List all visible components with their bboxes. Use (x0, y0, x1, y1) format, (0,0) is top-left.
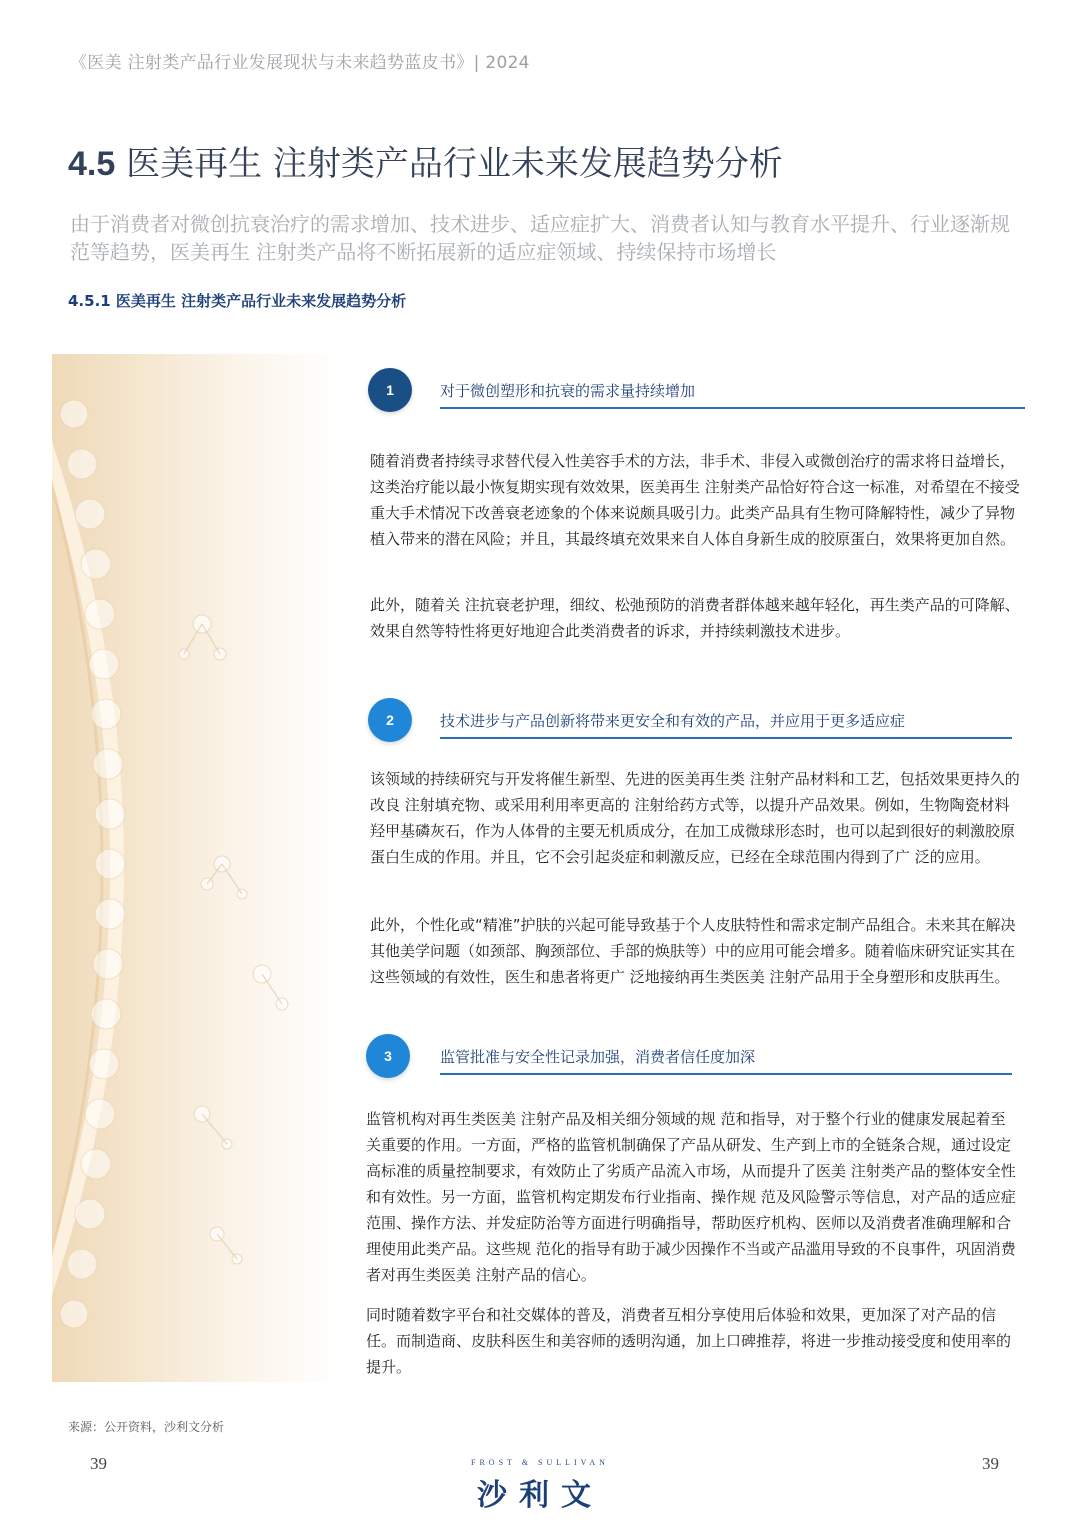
brand-logo-english: FROST & SULLIVAN (471, 1458, 609, 1467)
trend-1-badge: 1 (368, 368, 412, 412)
page-number-left: 39 (90, 1454, 107, 1473)
decorative-side-image (52, 354, 342, 1382)
trend-2-paragraph-1: 该领域的持续研究与开发将催生新型、先进的医美再生类 注射产品材料和工艺，包括效果更持久的改良 注射填充物、或采用利用率更高的 注射给药方式等，以提升产品效果。例如，生物陶瓷材料羟甲基磷灰石，作为人体骨的主要无机质成分，在加工成微球形态时，也可以起到很好的刺激胶原蛋白生成的作用。并且，它不会引起炎症和刺激反应，已经在全球范围内得到了广 泛的应用。 (370, 770, 1020, 866)
bubbles-illustration (52, 354, 342, 1382)
section-lead: 由于消费者对微创抗衰治疗的需求增加、技术进步、适应症扩大、消费者认知与教育水平提升、行业逐渐规 范等趋势，医美再生 注射类产品将不断拓展新的适应症领域、持续保持市场增长 (70, 212, 1010, 264)
trend-2-badge: 2 (368, 698, 412, 742)
section-title (68, 136, 783, 185)
trend-3-paragraph-2: 同时随着数字平台和社交媒体的普及，消费者互相分享使用后体验和效果，更加深了对产品的信任。而制造商、皮肤科医生和美容师的透明沟通，加上口碑推荐，将进一步推动接受度和使用率的提升。 (366, 1306, 1012, 1376)
trend-2-paragraph-2: 此外，个性化或“精准”护肤的兴起可能导致基于个人皮肤特性和需求定制产品组合。未来其在解决其他美学问题（如颈部、胸颈部位、手部的焕肤等）中的应用可能会增多。随着临床研究证实其在这些领域的有效性，医生和患者将更广 泛地接纳再生类医美 注射产品用于全身塑形和皮肤再生。 (370, 916, 1016, 986)
trend-1-paragraph-1: 随着消费者持续寻求替代侵入性美容手术的方法，非手术、非侵入或微创治疗的需求将日益增长，这类治疗能以最小恢复期实现有效效果，医美再生 注射类产品恰好符合这一标准，对希望在不接受重大手术情况下改善衰老迹象的个体来说颇具吸引力。此类产品具有生物可降解特性，减少了异物植入带来的潜在风险；并且，其最终填充效果来自人体自身新生成的胶原蛋白，效果将更加自然。 (370, 452, 1020, 548)
running-header: 《医美 注射类产品行业发展现状与未来趋势蓝皮书》| 2024 (70, 53, 530, 73)
source-note: 来源：公开资料，沙利文分析 (68, 1420, 225, 1434)
section-title-text: 医美再生 注射类产品行业未来发展趋势分析 (126, 144, 783, 184)
trend-1-title: 对于微创塑形和抗衰的需求量持续增加 (440, 380, 1025, 409)
trend-2-title: 技术进步与产品创新将带来更安全和有效的产品，并应用于更多适应症 (440, 710, 1012, 739)
trend-1-paragraph-2: 此外，随着关 注抗衰老护理，细纹、松弛预防的消费者群体越来越年轻化，再生类产品的可降解、效果自然等特性将更好地迎合此类消费者的诉求，并持续刺激技术进步。 (370, 596, 1020, 640)
subsection-heading: 4.5.1 医美再生 注射类产品行业未来发展趋势分析 (68, 292, 407, 310)
trend-3-title: 监管批准与安全性记录加强，消费者信任度加深 (440, 1046, 1012, 1075)
trend-3-paragraph-1: 监管机构对再生类医美 注射产品及相关细分领域的规 范和指导，对于整个行业的健康发展起着至关重要的作用。一方面，严格的监管机制确保了产品从研发、生产到上市的全链条合规，通过设定高标准的质量控制要求，有效防止了劣质产品流入市场，从而提升了医美 注射类产品的整体安全性和有效性。另一方面，监管机构定期发布行业指南、操作规 范及风险警示等信息，对产品的适应症 范围、操作方法、并发症防治等方面进行明确指导，帮助医疗机构、医师以及消费者准确理解和合理使用此类产品。这些规 范化的指导有助于减少因操作不当或产品滥用导致的不良事件，巩固消费者对再生类医美 注射产品的信心。 (366, 1110, 1016, 1284)
brand-logo-chinese: 沙利文 (477, 1478, 603, 1513)
section-number: 4.5 (68, 145, 116, 183)
page-number-right: 39 (982, 1454, 999, 1473)
trend-3-badge: 3 (366, 1034, 410, 1078)
